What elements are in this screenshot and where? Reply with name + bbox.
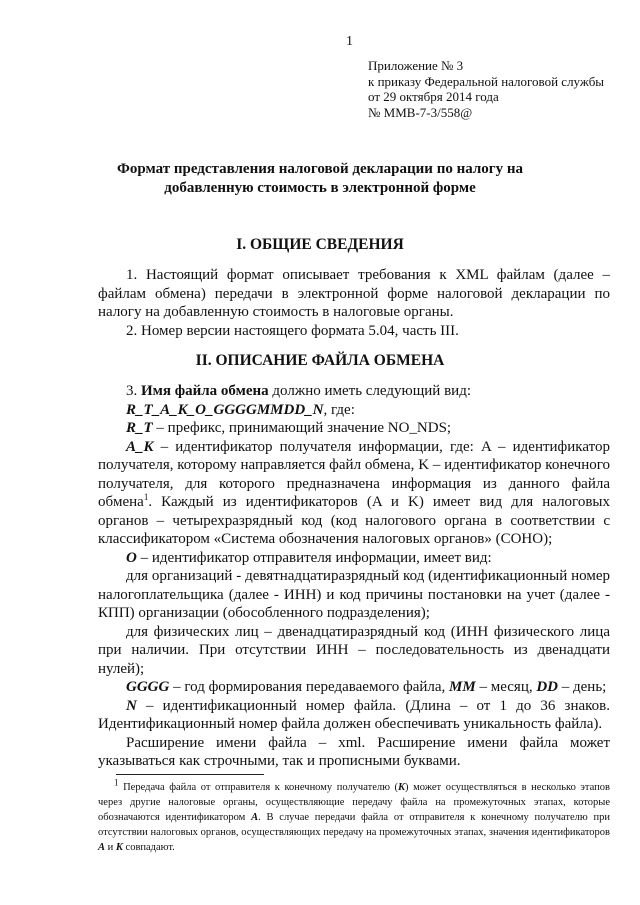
n-definition bbox=[98, 697, 610, 734]
footnote-text bbox=[98, 777, 611, 855]
pattern-code: R_T_A_K_O_GGGGMMDD_N bbox=[126, 401, 324, 418]
footnote-k: K bbox=[115, 842, 123, 853]
o-code: O bbox=[126, 549, 137, 566]
footnote-divider bbox=[116, 774, 264, 775]
p3-number: 3. bbox=[126, 383, 138, 399]
pattern-suffix: , где: bbox=[323, 401, 355, 418]
title-line: добавленную стоимость в электронной форме bbox=[164, 180, 476, 196]
page-number: 1 bbox=[346, 34, 353, 49]
footnote-part: совпадают. bbox=[125, 842, 175, 853]
ak-text-2: . Каждый из идентификаторов (A и K) имеет вид для налоговых органов – четырехразрядный код (код налогового органа в соответствии с классификатором «Система обозначения налоговых органов» (СОНО); bbox=[98, 494, 610, 547]
footnote-a: A bbox=[98, 842, 106, 853]
footnote-ref: 1 bbox=[143, 492, 149, 502]
section1-heading: I. ОБЩИЕ СВЕДЕНИЯ bbox=[236, 236, 404, 253]
appendix-line: от 29 октября 2014 года bbox=[368, 89, 499, 104]
org-definition: для организаций - девятнадцатиразрядный код (идентификационный номер налогоплательщика (далее - ИНН) и код причины постановки на учет (далее - КПП) организации (обособленного подразделения); bbox=[98, 568, 610, 621]
date-definition bbox=[98, 678, 610, 697]
o-text: – идентификатор отправителя информации, имеет вид: bbox=[140, 549, 492, 566]
appendix-line: к приказу Федеральной налоговой службы bbox=[368, 73, 605, 89]
footnote-a: A bbox=[251, 812, 259, 823]
n-text: – идентификационный номер файла. (Длина – от 1 до 36 знаков. Идентификационный номер файла должен обеспечивать уникальность файла). bbox=[98, 697, 610, 732]
phys-definition: для физических лиц – двенадцатиразрядный код (ИНН физического лица при наличии. При отсутствии ИНН – последовательность из двенадцати нулей); bbox=[98, 623, 610, 677]
ak-code: A_K bbox=[126, 438, 154, 455]
footnote-marker: 1 bbox=[114, 777, 119, 788]
gggg-text: – год формирования передаваемого файла, bbox=[173, 679, 446, 695]
appendix-line: Приложение № 3 bbox=[368, 58, 464, 73]
mm-text: – месяц, bbox=[479, 679, 533, 695]
p3-text: должно иметь следующий вид: bbox=[272, 383, 471, 399]
extension-definition: Расширение имени файла – xml. Расширение имени файла может указываться как строчными, так и прописными буквами. bbox=[98, 734, 610, 769]
o-definition bbox=[98, 549, 610, 568]
rt-definition bbox=[98, 419, 610, 438]
gggg-code: GGGG bbox=[126, 679, 170, 695]
paragraph-1: 1. Настоящий формат описывает требования к XML файлам (далее – файлам обмена) передачи в электронной форме налоговой декларации по налогу на добавленную стоимость в налоговые органы. bbox=[98, 267, 610, 320]
dd-text: – день; bbox=[561, 679, 607, 695]
footnote-part: . В случае передачи файла от отправителя к конечному получателю при отсутствии налоговых органов, осуществляющих передачу на промежуточных этапах, значения идентификаторов bbox=[98, 812, 611, 838]
file-name-pattern bbox=[98, 401, 610, 420]
mm-code: MM bbox=[449, 679, 476, 695]
footnote-part: ) может осуществляться в несколько этапов через другие налоговые органы, осуществляющие передачу файла на промежуточных этапах, которые обозначаются идентификатором bbox=[98, 782, 610, 823]
footnote-part: и bbox=[107, 842, 114, 853]
ak-text: – идентификатор получателя информации, где: A – идентификатор получателя, которому направляется файл обмена, K – идентификатор конечного получателя, для которого предназначена информация из данного файла обмена bbox=[98, 438, 610, 510]
footnote-k: K bbox=[398, 782, 406, 793]
rt-text: – префикс, принимающий значение NO_NDS; bbox=[156, 420, 452, 436]
appendix-line: № ММВ-7-3/558@ bbox=[368, 104, 473, 120]
section2-heading: II. ОПИСАНИЕ ФАЙЛА ОБМЕНА bbox=[195, 352, 445, 369]
title-line: Формат представления налоговой декларации по налогу на bbox=[117, 161, 523, 177]
dd-code: DD bbox=[536, 679, 559, 695]
p3-term: Имя файла обмена bbox=[141, 383, 269, 399]
n-code: N bbox=[126, 697, 137, 714]
footnote bbox=[98, 777, 611, 855]
paragraph-2: 2. Номер версии настоящего формата 5.04, часть III. bbox=[126, 322, 459, 339]
footnote-part: Передача файла от отправителя к конечному получателю ( bbox=[123, 782, 399, 793]
section1-body bbox=[98, 266, 610, 340]
appendix-block bbox=[368, 58, 628, 120]
ak-definition bbox=[98, 438, 610, 549]
rt-code: R_T bbox=[126, 420, 153, 436]
paragraph-3 bbox=[98, 382, 610, 401]
section2-body bbox=[98, 382, 610, 771]
document-title bbox=[0, 160, 640, 198]
